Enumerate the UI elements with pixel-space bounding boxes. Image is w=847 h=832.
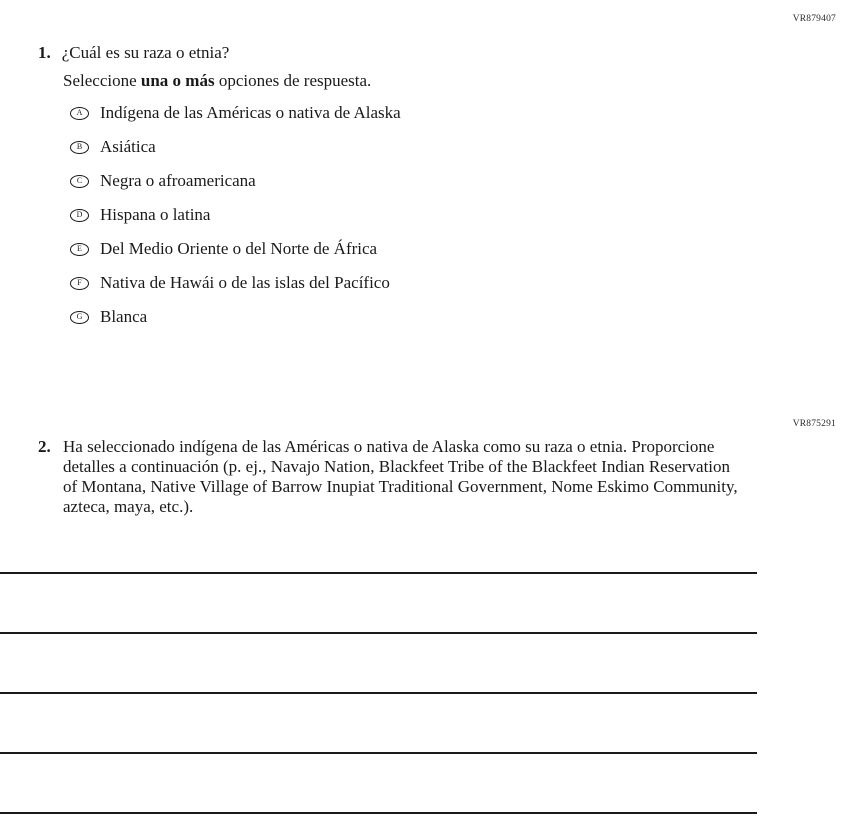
option-bubble-icon[interactable] [70,311,89,324]
option-bubble-icon[interactable] [70,277,89,290]
answer-line[interactable] [0,692,757,694]
option-row[interactable] [70,266,401,300]
option-bubble-icon[interactable] [70,243,89,256]
answer-line[interactable] [0,632,757,634]
option-bubble-letter: E [77,244,82,253]
option-row[interactable] [70,164,401,198]
option-bubble-letter: D [76,210,83,219]
option-row[interactable] [70,198,401,232]
question2-number: 2. [38,437,51,456]
option-label: Asiática [100,137,156,156]
option-bubble-letter: C [76,176,83,185]
option-bubble-icon[interactable] [70,175,89,188]
option-label: Hispana o latina [100,205,211,224]
question1-instruction [63,70,371,92]
option-label: Blanca [100,307,148,326]
question2-stem [38,437,745,517]
option-label: Nativa de Hawái o de las islas del Pacífico [100,273,390,292]
answer-line[interactable] [0,572,757,574]
option-row[interactable] [70,96,401,130]
form-code-question1: VR879407 [792,14,836,24]
option-bubble-letter: A [76,108,83,117]
option-row[interactable] [70,130,401,164]
instruction-suffix: opciones de respuesta. [214,71,372,90]
answer-line[interactable] [0,752,757,754]
option-label: Negra o afroamericana [100,171,256,190]
option-bubble-icon[interactable] [70,141,89,154]
options-list [70,96,401,334]
question1-text: ¿Cuál es su raza o etnia? [61,43,230,62]
option-bubble-letter: F [77,278,82,287]
option-bubble-icon[interactable] [70,209,89,222]
option-bubble-icon[interactable] [70,107,89,120]
option-bubble-letter: B [76,142,83,151]
option-bubble-letter: G [76,312,83,321]
answer-line[interactable] [0,812,757,814]
instruction-bold: una o más [140,71,215,90]
question1-number: 1. [38,43,51,62]
form-code-question2: VR875291 [792,419,836,429]
question1-stem [38,42,229,64]
option-label: Indígena de las Américas o nativa de Alaska [100,103,401,122]
instruction-prefix: Seleccione [63,71,141,90]
question2-text: Ha seleccionado indígena de las Américas o nativa de Alaska como su raza o etnia. Proporcione detalles a continuación (p. ej., Navajo Nation, Blackfeet Tribe of the Blackfeet Indian Reservation of Montana, Native Village of Barrow Inupiat Traditional Government, Nome Eskimo Community, azteca, maya, etc.). [63,437,738,516]
option-label: Del Medio Oriente o del Norte de África [100,239,378,258]
option-row[interactable] [70,232,401,266]
option-row[interactable] [70,300,401,334]
answer-lines-area[interactable] [0,572,757,816]
